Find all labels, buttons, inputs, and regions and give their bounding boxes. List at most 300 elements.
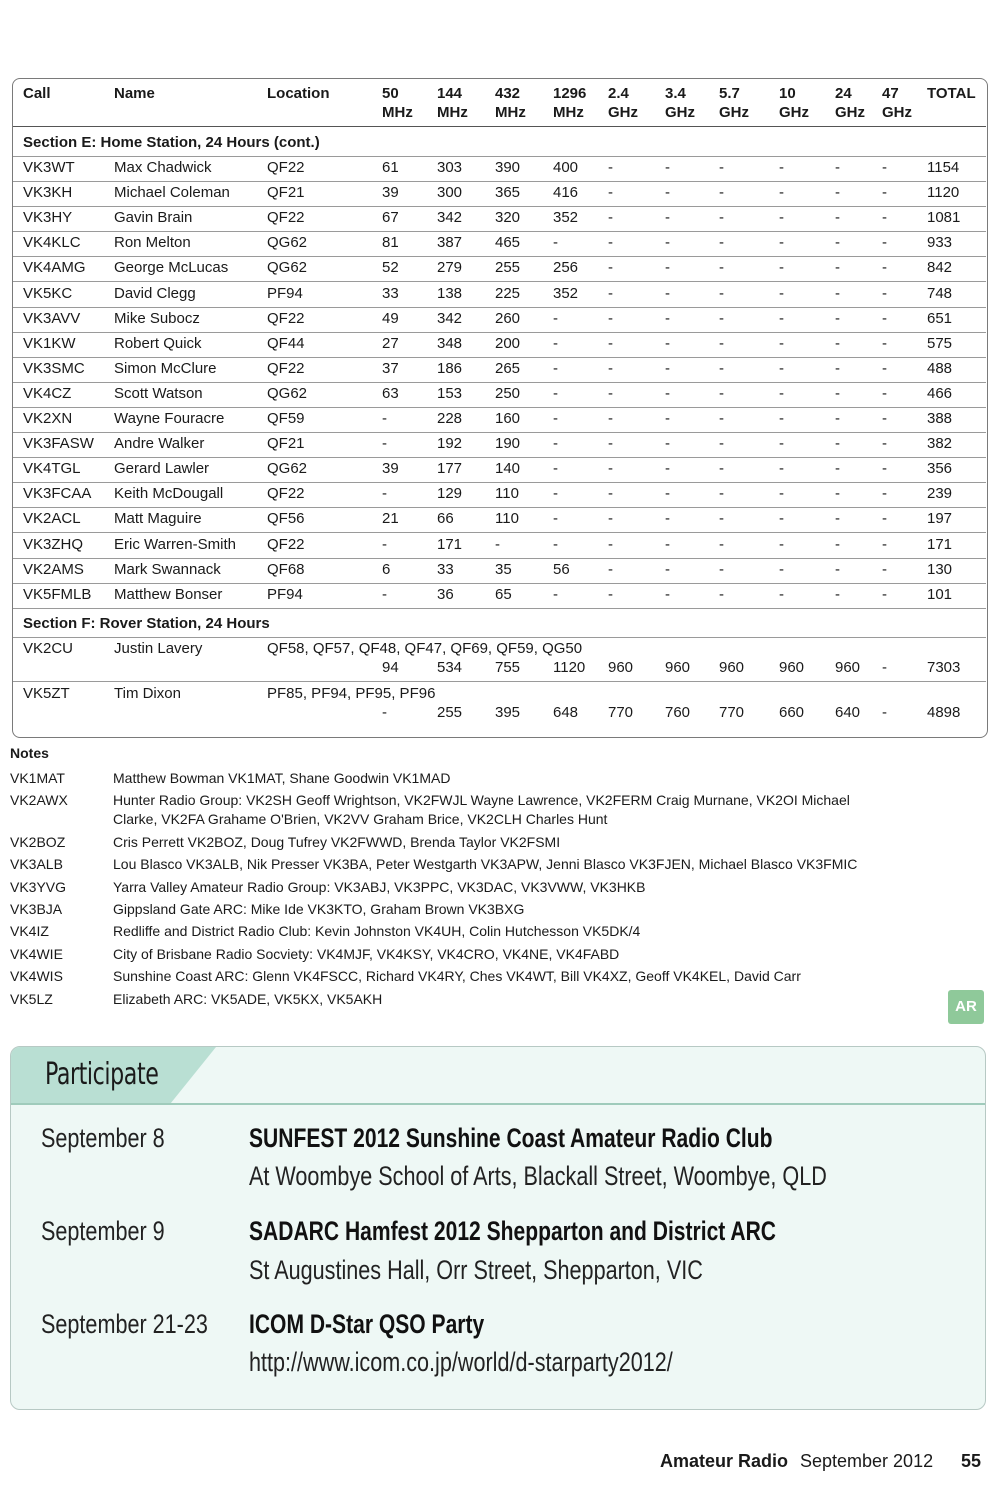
cell-total: 748	[927, 284, 953, 302]
table-divider	[13, 382, 986, 383]
cell-name: Justin Lavery	[114, 639, 203, 657]
cell-location: QF22	[267, 535, 305, 553]
cell-name: Matthew Bonser	[114, 585, 223, 603]
cell-144mhz: 66	[437, 510, 454, 528]
event-detail: St Augustines Hall, Orr Street, Shepparton, VIC	[249, 1255, 703, 1285]
cell-24ghz: 960	[835, 658, 861, 676]
footer-issue: September 2012	[800, 1451, 934, 1471]
cell-2-4ghz: -	[608, 460, 613, 478]
cell-name: Matt Maguire	[114, 510, 202, 528]
cell-144mhz: 192	[437, 435, 463, 453]
cell-24ghz: -	[835, 384, 840, 402]
cell-47ghz: -	[882, 334, 887, 352]
cell-10ghz: -	[779, 309, 784, 327]
cell-432mhz: 265	[495, 359, 521, 377]
note-text: Lou Blasco VK3ALB, Nik Presser VK3BA, Peter Westgarth VK3APW, Jenni Blasco VK3FJEN, Michael Blasco VK3FMIC	[113, 856, 858, 873]
cell-call: VK2XN	[23, 410, 73, 427]
header-10ghz-unit: GHz	[779, 104, 809, 121]
cell-50mhz: -	[382, 585, 387, 603]
cell-50mhz: 67	[382, 209, 399, 227]
header-50mhz-unit: MHz	[382, 104, 413, 121]
cell-1296mhz: 56	[553, 560, 570, 578]
note-text: Yarra Valley Amateur Radio Group: VK3ABJ, VK3PPC, VK3DAC, VK3VWW, VK3HKB	[113, 878, 646, 895]
cell-47ghz: -	[882, 485, 887, 503]
header-call: Call	[23, 85, 51, 102]
cell-144mhz: 186	[437, 359, 463, 377]
cell-5-7ghz: -	[719, 259, 724, 277]
cell-location: QF22	[267, 209, 305, 227]
cell-50mhz: 37	[382, 359, 399, 377]
cell-50mhz: 81	[382, 234, 399, 252]
cell-1296mhz: -	[553, 460, 558, 478]
cell-2-4ghz: -	[608, 209, 613, 227]
table-divider	[13, 281, 986, 282]
cell-24ghz: -	[835, 460, 840, 478]
cell-1296mhz: -	[553, 309, 558, 327]
cell-432mhz: 250	[495, 384, 521, 402]
cell-total: 382	[927, 435, 953, 453]
cell-2-4ghz: -	[608, 359, 613, 377]
note-call: VK1MAT	[10, 770, 65, 786]
cell-47ghz: -	[882, 703, 887, 721]
cell-432mhz: 755	[495, 658, 521, 676]
cell-144mhz: 255	[437, 703, 463, 721]
cell-total: 239	[927, 485, 953, 503]
note-call: VK2BOZ	[10, 833, 66, 850]
cell-name: Mark Swannack	[114, 560, 221, 578]
cell-total: 1154	[927, 159, 960, 176]
cell-total: 171	[927, 535, 953, 553]
header-location: Location	[267, 85, 330, 102]
cell-10ghz: -	[779, 435, 784, 453]
cell-2-4ghz: -	[608, 435, 613, 453]
cell-call: VK4CZ	[23, 384, 72, 402]
cell-location: QF22	[267, 159, 305, 176]
cell-1296mhz: -	[553, 334, 558, 352]
cell-50mhz: -	[382, 435, 387, 453]
cell-144mhz: 177	[437, 460, 463, 478]
cell-144mhz: 279	[437, 259, 463, 277]
notes-title: Notes	[10, 745, 49, 761]
cell-5-7ghz: -	[719, 309, 724, 327]
table-divider	[13, 681, 986, 682]
event-link[interactable]: http://www.icom.co.jp/world/d-starparty2012/	[249, 1347, 673, 1377]
cell-2-4ghz: -	[608, 184, 613, 202]
cell-call: VK5FMLB	[23, 585, 92, 603]
cell-432mhz: 465	[495, 234, 521, 252]
cell-call: VK1KW	[23, 334, 76, 352]
cell-1296mhz: -	[553, 359, 558, 377]
cell-144mhz: 129	[437, 485, 463, 503]
cell-10ghz: -	[779, 209, 784, 227]
cell-total: 388	[927, 410, 953, 427]
cell-total: 101	[927, 585, 953, 603]
cell-location: QG62	[267, 259, 308, 277]
participate-title: Participate	[45, 1057, 159, 1092]
cell-144mhz: 138	[437, 284, 463, 302]
cell-47ghz: -	[882, 510, 887, 528]
cell-24ghz: -	[835, 435, 840, 453]
event-title: ICOM D-Star QSO Party	[249, 1309, 485, 1339]
header-2-4ghz: 2.4	[608, 85, 629, 102]
header-total: TOTAL	[927, 85, 976, 102]
cell-name: George McLucas	[114, 259, 229, 277]
cell-144mhz: 171	[437, 535, 463, 553]
note-call: VK5LZ	[10, 990, 53, 1007]
cell-name: Max Chadwick	[114, 159, 212, 176]
header-47ghz-unit: GHz	[882, 104, 912, 121]
cell-2-4ghz: -	[608, 510, 613, 528]
cell-432mhz: 110	[495, 510, 519, 528]
cell-call: VK2AMS	[23, 560, 84, 578]
table-divider	[13, 482, 986, 483]
cell-location: PF94	[267, 585, 303, 603]
cell-total: 1120	[927, 184, 960, 202]
cell-432mhz: 365	[495, 184, 521, 202]
cell-1296mhz: -	[553, 435, 558, 453]
cell-location: QF22	[267, 309, 305, 327]
cell-2-4ghz: -	[608, 410, 613, 427]
cell-1296mhz: 416	[553, 184, 579, 202]
table-divider	[13, 206, 986, 207]
cell-50mhz: -	[382, 485, 387, 503]
table-divider	[13, 457, 986, 458]
cell-50mhz: 49	[382, 309, 399, 327]
cell-total: 1081	[927, 209, 961, 227]
cell-144mhz: 342	[437, 309, 463, 327]
cell-50mhz: 39	[382, 460, 399, 478]
cell-24ghz: -	[835, 485, 840, 503]
cell-1296mhz: -	[553, 485, 558, 503]
cell-call: VK4KLC	[23, 234, 81, 252]
cell-5-7ghz: -	[719, 359, 724, 377]
cell-name: Mike Subocz	[114, 309, 200, 327]
cell-2-4ghz: -	[608, 560, 613, 578]
cell-3-4ghz: -	[665, 184, 670, 202]
cell-24ghz: -	[835, 159, 840, 176]
header-5-7ghz: 5.7	[719, 85, 740, 102]
cell-5-7ghz: -	[719, 585, 724, 603]
cell-432mhz: 65	[495, 585, 512, 603]
cell-24ghz: -	[835, 535, 840, 553]
cell-location: QF21	[267, 184, 305, 202]
event-detail: At Woombye School of Arts, Blackall Street, Woombye, QLD	[249, 1161, 827, 1191]
cell-1296mhz: 352	[553, 284, 579, 302]
cell-24ghz: 640	[835, 703, 861, 721]
cell-3-4ghz: -	[665, 410, 670, 427]
cell-5-7ghz: 770	[719, 703, 745, 721]
cell-24ghz: -	[835, 284, 840, 302]
cell-50mhz: 39	[382, 184, 399, 202]
cell-2-4ghz: -	[608, 535, 613, 553]
cell-name: Eric Warren-Smith	[114, 535, 236, 553]
cell-call: VK4TGL	[23, 460, 81, 478]
cell-50mhz: 33	[382, 284, 399, 302]
cell-144mhz: 303	[437, 159, 463, 176]
cell-10ghz: -	[779, 460, 784, 478]
cell-total: 488	[927, 359, 953, 377]
cell-1296mhz: 648	[553, 703, 579, 721]
note-call: VK4WIE	[10, 945, 63, 962]
cell-3-4ghz: -	[665, 159, 670, 176]
cell-3-4ghz: -	[665, 309, 670, 327]
cell-24ghz: -	[835, 560, 840, 578]
cell-name: Simon McClure	[114, 359, 217, 377]
section-f-title: Section F: Rover Station, 24 Hours	[23, 614, 270, 632]
cell-47ghz: -	[882, 184, 887, 202]
header-432mhz: 432	[495, 85, 521, 102]
cell-5-7ghz: -	[719, 410, 724, 427]
cell-1296mhz: -	[553, 384, 558, 402]
event-title: SUNFEST 2012 Sunshine Coast Amateur Radio Club	[249, 1123, 773, 1153]
cell-call: VK4AMG	[23, 259, 86, 277]
cell-144mhz: 387	[437, 234, 463, 252]
cell-5-7ghz: -	[719, 159, 724, 176]
cell-2-4ghz: -	[608, 234, 613, 252]
cell-10ghz: -	[779, 259, 784, 277]
event-date: September 8	[41, 1123, 165, 1153]
cell-144mhz: 534	[437, 658, 463, 676]
header-1296mhz-unit: MHz	[553, 104, 584, 121]
cell-location: QF44	[267, 334, 305, 352]
cell-47ghz: -	[882, 658, 887, 676]
header-47ghz: 47	[882, 85, 899, 102]
cell-5-7ghz: -	[719, 234, 724, 252]
note-text: City of Brisbane Radio Socviety: VK4MJF, VK4KSY, VK4CRO, VK4NE, VK4FABD	[113, 945, 620, 962]
cell-47ghz: -	[882, 410, 887, 427]
header-5-7ghz-unit: GHz	[719, 104, 749, 121]
cell-3-4ghz: -	[665, 535, 670, 553]
cell-24ghz: -	[835, 184, 840, 202]
cell-location: QG62	[267, 234, 308, 252]
cell-1296mhz: 400	[553, 159, 579, 176]
cell-name: Gavin Brain	[114, 209, 193, 227]
cell-5-7ghz: -	[719, 184, 724, 202]
cell-name: Robert Quick	[114, 334, 202, 352]
cell-call: VK3FASW	[23, 435, 94, 453]
cell-3-4ghz: -	[665, 435, 670, 453]
cell-50mhz: -	[382, 410, 387, 427]
cell-144mhz: 300	[437, 184, 463, 202]
cell-location: PF85, PF94, PF95, PF96	[267, 684, 436, 702]
header-144mhz-unit: MHz	[437, 104, 468, 121]
cell-5-7ghz: -	[719, 510, 724, 528]
cell-total: 197	[927, 510, 953, 528]
cell-432mhz: 140	[495, 460, 521, 478]
cell-24ghz: -	[835, 234, 840, 252]
cell-5-7ghz: -	[719, 460, 724, 478]
cell-total: 575	[927, 334, 953, 352]
cell-50mhz: 6	[382, 560, 391, 578]
cell-24ghz: -	[835, 259, 840, 277]
cell-10ghz: -	[779, 184, 784, 202]
cell-24ghz: -	[835, 410, 840, 427]
ar-logo-icon: AR	[948, 990, 984, 1024]
cell-total: 651	[927, 309, 953, 327]
event-date: September 9	[41, 1216, 165, 1246]
cell-3-4ghz: -	[665, 585, 670, 603]
cell-10ghz: -	[779, 334, 784, 352]
cell-432mhz: 35	[495, 560, 512, 578]
cell-47ghz: -	[882, 234, 887, 252]
cell-total: 130	[927, 560, 953, 578]
cell-10ghz: -	[779, 410, 784, 427]
cell-1296mhz: -	[553, 535, 558, 553]
cell-432mhz: 395	[495, 703, 521, 721]
table-divider	[13, 407, 986, 408]
header-432mhz-unit: MHz	[495, 104, 526, 121]
cell-10ghz: -	[779, 384, 784, 402]
cell-location: QF58, QF57, QF48, QF47, QF69, QF59, QG50	[267, 639, 583, 657]
header-3-4ghz: 3.4	[665, 85, 686, 102]
cell-47ghz: -	[882, 309, 887, 327]
cell-432mhz: 225	[495, 284, 521, 302]
cell-location: QF59	[267, 410, 305, 427]
table-divider	[13, 126, 986, 127]
cell-47ghz: -	[882, 560, 887, 578]
cell-name: Andre Walker	[114, 435, 205, 453]
header-50mhz: 50	[382, 85, 399, 102]
cell-432mhz: 160	[495, 410, 521, 427]
cell-3-4ghz: -	[665, 359, 670, 377]
cell-1296mhz: 256	[553, 259, 579, 277]
cell-5-7ghz: -	[719, 334, 724, 352]
cell-47ghz: -	[882, 384, 887, 402]
cell-24ghz: -	[835, 309, 840, 327]
cell-2-4ghz: -	[608, 159, 613, 176]
cell-432mhz: 190	[495, 435, 521, 453]
table-divider	[13, 507, 986, 508]
cell-432mhz: 255	[495, 259, 521, 277]
footer-magazine: Amateur Radio	[660, 1451, 789, 1471]
results-table	[12, 78, 988, 738]
header-1296mhz: 1296	[553, 85, 587, 102]
cell-total: 4898	[927, 703, 961, 721]
participate-box	[10, 1046, 986, 1410]
cell-47ghz: -	[882, 585, 887, 603]
cell-50mhz: 61	[382, 159, 399, 176]
cell-10ghz: -	[779, 234, 784, 252]
event-title: SADARC Hamfest 2012 Shepparton and District ARC	[249, 1216, 776, 1246]
cell-10ghz: -	[779, 560, 784, 578]
cell-1296mhz: -	[553, 510, 558, 528]
cell-5-7ghz: -	[719, 485, 724, 503]
cell-name: Michael Coleman	[114, 184, 230, 202]
cell-3-4ghz: 960	[665, 658, 691, 676]
cell-144mhz: 348	[437, 334, 463, 352]
note-text: Gippsland Gate ARC: Mike Ide VK3KTO, Graham Brown VK3BXG	[113, 901, 525, 917]
cell-50mhz: 52	[382, 259, 399, 277]
cell-name: David Clegg	[114, 284, 196, 302]
header-144mhz: 144	[437, 85, 463, 102]
note-text: Clarke, VK2FA Grahame O'Brien, VK2VV Graham Brice, VK2CLH Charles Hunt	[113, 811, 608, 828]
cell-50mhz: -	[382, 703, 387, 721]
header-24ghz: 24	[835, 85, 852, 102]
cell-1296mhz: -	[553, 234, 558, 252]
cell-name: Gerard Lawler	[114, 460, 210, 478]
note-call: VK4WIS	[10, 968, 63, 985]
cell-name: Ron Melton	[114, 234, 191, 252]
table-divider	[13, 156, 986, 157]
cell-432mhz: 320	[495, 209, 521, 227]
cell-10ghz: -	[779, 159, 784, 176]
cell-location: QG62	[267, 460, 308, 478]
cell-10ghz: -	[779, 485, 784, 503]
note-text: Hunter Radio Group: VK2SH Geoff Wrightson, VK2FWJL Wayne Lawrence, VK2FERM Craig Murnane, VK2OI Michael	[113, 792, 850, 809]
cell-50mhz: 27	[382, 334, 399, 352]
cell-2-4ghz: -	[608, 259, 613, 277]
cell-144mhz: 33	[437, 560, 454, 578]
cell-144mhz: 153	[437, 384, 463, 402]
cell-47ghz: -	[882, 535, 887, 553]
cell-47ghz: -	[882, 359, 887, 377]
cell-call: VK3SMC	[23, 359, 85, 377]
cell-location: QF21	[267, 435, 305, 453]
cell-name: Scott Watson	[114, 384, 203, 402]
cell-5-7ghz: -	[719, 284, 724, 302]
cell-1296mhz: 1120	[553, 658, 586, 676]
cell-2-4ghz: 960	[608, 658, 634, 676]
cell-2-4ghz: -	[608, 585, 613, 603]
cell-10ghz: 960	[779, 658, 805, 676]
cell-24ghz: -	[835, 334, 840, 352]
cell-5-7ghz: -	[719, 209, 724, 227]
cell-1296mhz: -	[553, 585, 558, 603]
table-divider	[13, 357, 986, 358]
cell-47ghz: -	[882, 284, 887, 302]
header-3-4ghz-unit: GHz	[665, 104, 695, 121]
table-divider	[13, 231, 986, 232]
cell-10ghz: -	[779, 585, 784, 603]
cell-call: VK3HY	[23, 209, 73, 227]
cell-10ghz: -	[779, 510, 784, 528]
cell-call: VK3KH	[23, 184, 73, 202]
note-call: VK3YVG	[10, 878, 67, 895]
cell-call: VK3ZHQ	[23, 535, 84, 553]
cell-47ghz: -	[882, 435, 887, 453]
cell-3-4ghz: -	[665, 334, 670, 352]
table-divider	[13, 532, 986, 533]
cell-2-4ghz: -	[608, 309, 613, 327]
note-call: VK3ALB	[10, 856, 63, 873]
cell-3-4ghz: -	[665, 209, 670, 227]
header-10ghz: 10	[779, 85, 796, 102]
cell-location: QF68	[267, 560, 305, 578]
cell-432mhz: 110	[495, 485, 519, 503]
cell-location: QF56	[267, 510, 305, 528]
cell-144mhz: 36	[437, 585, 454, 603]
cell-1296mhz: 352	[553, 209, 579, 227]
cell-2-4ghz: -	[608, 485, 613, 503]
event-date: September 21-23	[41, 1309, 208, 1339]
cell-call: VK2ACL	[23, 510, 81, 528]
cell-5-7ghz: -	[719, 384, 724, 402]
table-divider	[13, 181, 986, 182]
cell-3-4ghz: -	[665, 259, 670, 277]
cell-24ghz: -	[835, 585, 840, 603]
cell-5-7ghz: -	[719, 535, 724, 553]
table-divider	[13, 608, 986, 609]
header-24ghz-unit: GHz	[835, 104, 865, 121]
cell-name: Wayne Fouracre	[114, 410, 225, 427]
cell-47ghz: -	[882, 259, 887, 277]
note-call: VK2AWX	[10, 792, 68, 809]
cell-call: VK2CU	[23, 639, 74, 657]
cell-2-4ghz: -	[608, 384, 613, 402]
cell-432mhz: 390	[495, 159, 521, 176]
table-divider	[13, 432, 986, 433]
cell-name: Tim Dixon	[114, 684, 181, 702]
